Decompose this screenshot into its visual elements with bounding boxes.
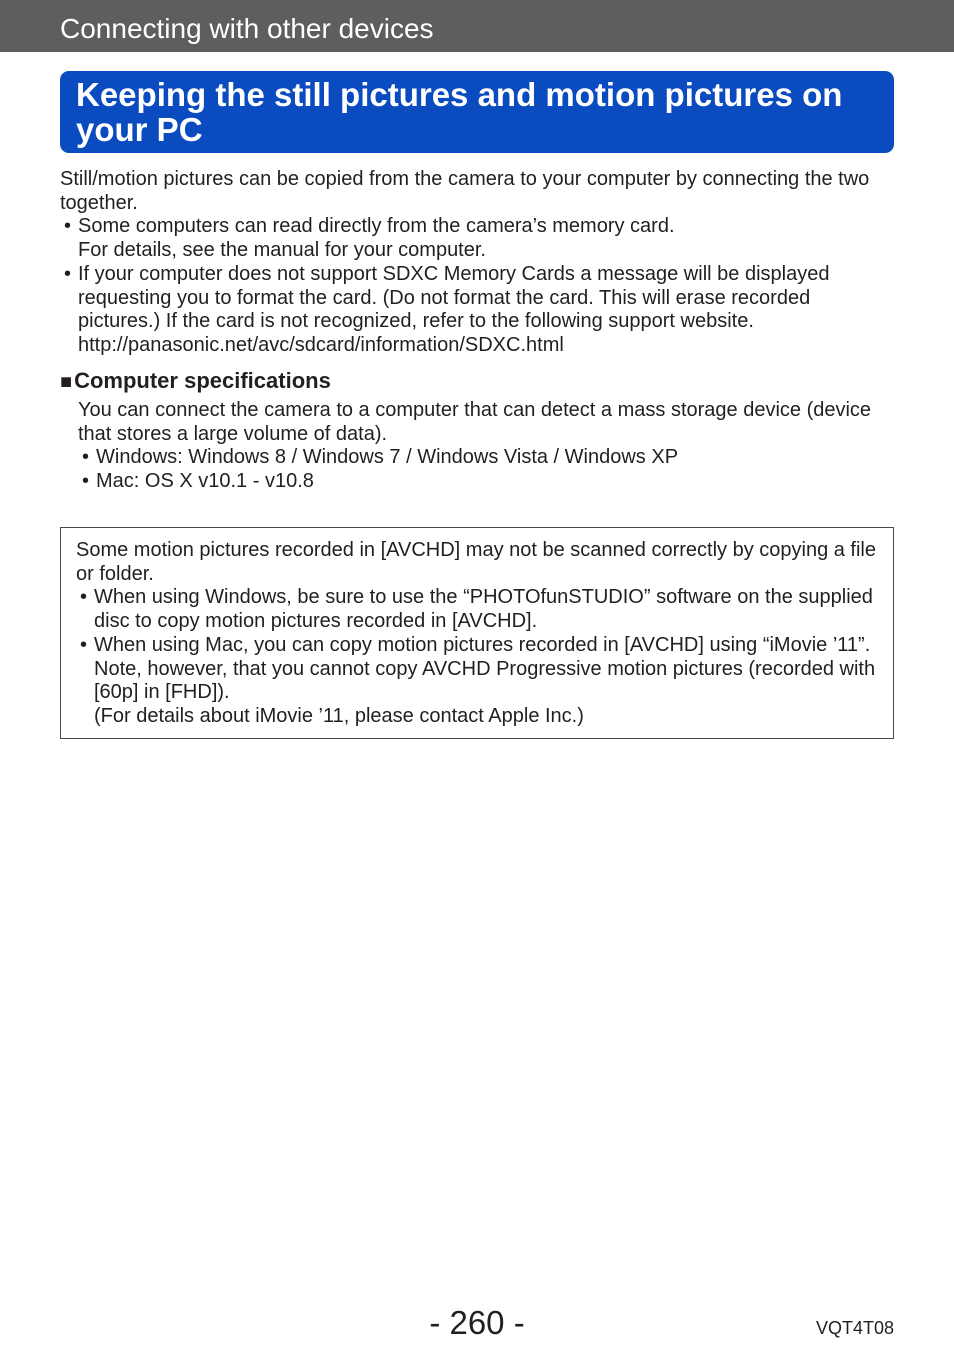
spec-windows: Windows: Windows 8 / Windows 7 / Windows Vista / Windows XP — [96, 446, 679, 469]
list-item — [78, 470, 878, 494]
section-header-bar — [0, 0, 954, 52]
note-box — [60, 527, 894, 739]
specs-text: You can connect the camera to a computer that can detect a mass storage device (device that stores a large volume of data). — [78, 399, 872, 445]
list-item-text: Some computers can read directly from the camera’s memory card. — [78, 215, 675, 238]
list-item — [78, 446, 878, 470]
title-banner — [60, 71, 894, 153]
list-item-subtext: (For details about iMovie ’11, please contact Apple Inc.) — [94, 704, 584, 727]
bullet-glyph: • — [80, 586, 88, 609]
section-title: Connecting with other devices — [60, 13, 434, 44]
intro-section — [60, 168, 890, 358]
specs-heading-text: Computer specifications — [74, 368, 331, 393]
note-lead: Some motion pictures recorded in [AVCHD] may not be scanned correctly by copying a file or folder. — [76, 539, 876, 585]
page-title: Keeping the still pictures and motion pictures on your PC — [76, 76, 843, 148]
intro-lead: Still/motion pictures can be copied from the camera to your computer by connecting the two together. — [60, 168, 870, 214]
specs-body — [78, 399, 878, 494]
support-url: http://panasonic.net/avc/sdcard/information/SDXC.html — [78, 333, 564, 356]
note-content — [76, 539, 876, 729]
bullet-glyph: • — [82, 470, 90, 493]
list-item — [76, 586, 876, 633]
bullet-glyph: • — [64, 262, 72, 285]
spec-mac: Mac: OS X v10.1 - v10.8 — [96, 470, 314, 493]
list-item-subtext: For details, see the manual for your computer. — [78, 239, 486, 262]
list-item — [60, 263, 890, 358]
specs-heading — [60, 367, 880, 396]
document-code: VQT4T08 — [815, 1318, 894, 1338]
list-item-text: When using Windows, be sure to use the “PHOTOfunSTUDIO” software on the supplied disc to copy motion pictures recorded in [AVCHD]. — [94, 586, 873, 633]
page-number: - 260 - — [429, 1304, 525, 1341]
list-item-text: When using Mac, you can copy motion pictures recorded in [AVCHD] using “iMovie ’11”. Note, however, that you cannot copy AVCHD Progressive motion pictures (recorded with [60p] in [FHD]). — [94, 633, 876, 704]
list-item-text: If your computer does not support SDXC Memory Cards a message will be displayed requesting you to format the card. (Do not format the card. This will erase recorded pictures.) If the card is not recognized, refer to the following support website. — [78, 262, 830, 333]
bullet-glyph: • — [64, 215, 72, 238]
bullet-glyph: • — [82, 446, 90, 469]
square-bullet-icon: ■ — [60, 371, 73, 393]
list-item — [76, 634, 876, 729]
list-item — [60, 215, 890, 262]
bullet-glyph: • — [80, 633, 88, 656]
